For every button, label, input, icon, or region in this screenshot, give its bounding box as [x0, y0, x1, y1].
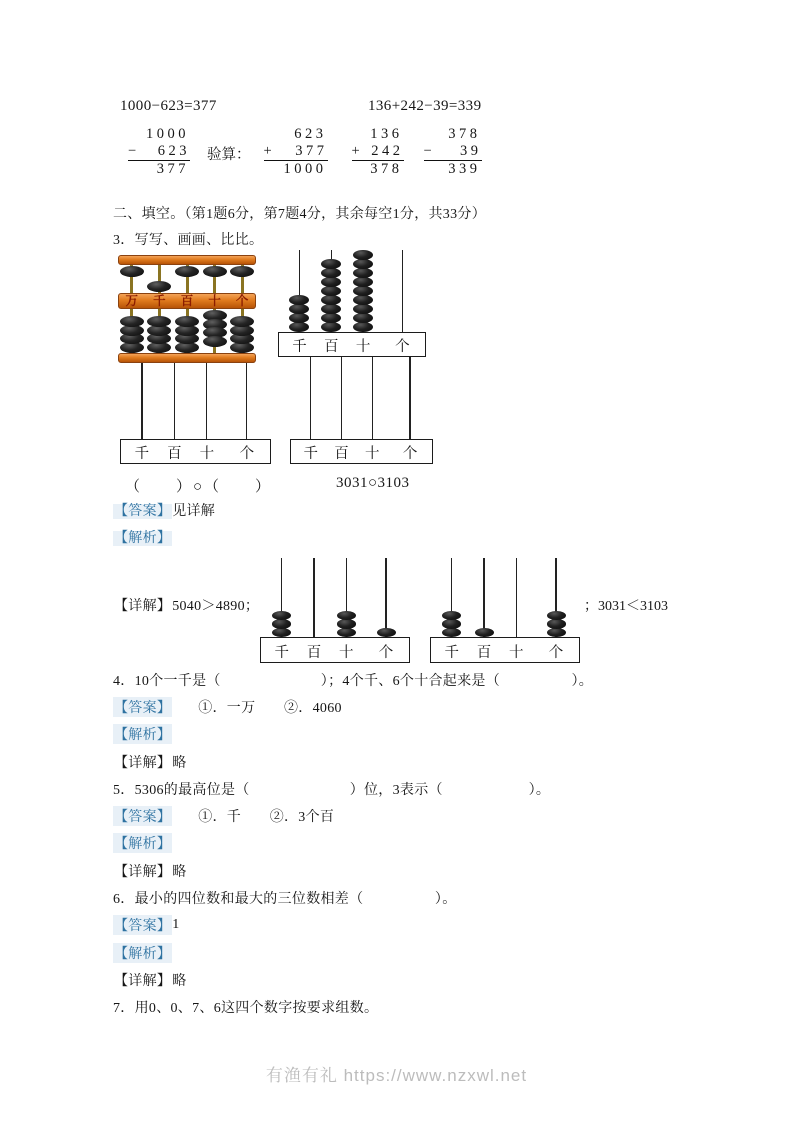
- qa-answer-line: [113, 966, 753, 993]
- equation-left: 1000−623=377: [120, 98, 217, 114]
- section-title: 二、填空。（第1题6分，第7题4分，其余每空1分，共33分）: [113, 207, 486, 222]
- detail-label: 【详解】: [114, 973, 172, 989]
- calc-row-top: 136: [370, 126, 403, 142]
- qa-line-text: 略: [172, 864, 187, 880]
- place-label: 百: [167, 446, 182, 462]
- place-label: 个: [378, 644, 394, 661]
- operator-sign: +: [263, 143, 272, 159]
- frame-bead: [321, 295, 341, 306]
- detail-label: 【详解】: [114, 755, 172, 771]
- frame-bead: [353, 322, 373, 333]
- operator-sign: −: [128, 143, 137, 159]
- empty-place-value-frame-left: [120, 363, 271, 464]
- abacus-top-bead: [175, 266, 199, 277]
- abacus-lower-bead: [175, 316, 199, 327]
- calc-row-top: 1000: [146, 126, 189, 142]
- abacus-lower-bead: [203, 336, 227, 347]
- frame-bead: [321, 313, 341, 324]
- qa-line-text: 5．5306的最高位是（ ）位，3表示（ ）。: [113, 782, 551, 798]
- place-label: 个: [395, 339, 410, 355]
- qa-answer-line: [113, 857, 753, 884]
- answer-label: 【答案】: [114, 504, 172, 519]
- calc-row-result: 378: [370, 161, 403, 177]
- qa-answer-line: [113, 748, 753, 775]
- operand-digits: 377: [295, 143, 328, 159]
- qa-line-text: ①．一万 ②．4060: [198, 700, 342, 716]
- analysis-label: 【解析】: [114, 531, 172, 546]
- abacus-beam-label: 百: [180, 294, 194, 308]
- calc-column-subtraction2: [424, 126, 482, 178]
- frame-bead: [442, 628, 461, 638]
- place-label: 个: [402, 446, 418, 462]
- qa-line-text: 4．10个一千是（ ）；4个千、6个十合起来是（ ）。: [113, 673, 594, 689]
- frame-bead: [337, 619, 356, 629]
- frame-bead: [337, 611, 356, 621]
- frame-bead: [289, 313, 309, 324]
- place-label: 十: [339, 644, 354, 661]
- abacus-beam-label: 个: [235, 294, 249, 308]
- calc-row-operand: [424, 143, 482, 161]
- analysis-row-q3: [113, 527, 172, 547]
- frame-rod: [141, 363, 142, 439]
- qa-question-line: [113, 994, 753, 1021]
- calc-row-operand: [352, 143, 404, 161]
- place-label: 十: [199, 446, 215, 462]
- frame-bead: [442, 619, 461, 629]
- calc-column-subtraction: [128, 126, 190, 178]
- frame-bead: [289, 322, 309, 333]
- frame-bead: [289, 304, 309, 315]
- calc-row-operand: [128, 143, 190, 161]
- place-label: 百: [306, 644, 322, 661]
- detail-label: 【详解】: [114, 864, 172, 880]
- detail-text-right: ；3031＜3103: [584, 599, 668, 614]
- qa-line-text: 1: [172, 917, 180, 933]
- frame-bead: [321, 304, 341, 315]
- comparison-blank: （ ）○（ ）: [125, 479, 273, 495]
- equation-right: 136+242−39=339: [368, 98, 482, 114]
- empty-place-value-frame-right: [290, 357, 433, 464]
- calc-row-result: 377: [156, 161, 189, 177]
- frame-bead: [442, 611, 461, 621]
- frame-bead: [321, 322, 341, 333]
- calc-row-result: 339: [448, 161, 481, 177]
- answer-row-q3: [113, 500, 215, 520]
- abacus-beam-label: 千: [153, 294, 166, 308]
- place-value-frame-4890: [278, 250, 426, 357]
- answer-analysis-label: 【解析】: [113, 943, 172, 963]
- abacus-bottom-bar: [118, 353, 256, 363]
- frame-bead: [547, 628, 566, 638]
- place-label: 个: [548, 644, 564, 661]
- frame-bead: [547, 611, 566, 621]
- frame-rod: [483, 558, 484, 637]
- frame-bead: [353, 286, 373, 297]
- qa-answer-line: [113, 693, 753, 720]
- qa-answer-line: [113, 721, 753, 748]
- detail-label: 【详解】: [114, 599, 172, 614]
- frame-bead: [377, 628, 396, 638]
- calc-row-result: 1000: [283, 161, 327, 177]
- vertical-calculations: [128, 126, 482, 178]
- place-label: 百: [324, 339, 339, 355]
- qa-answer-line: [113, 939, 753, 966]
- frame-rod: [174, 363, 175, 439]
- place-label: 十: [355, 339, 371, 355]
- place-label: 十: [364, 446, 380, 462]
- operator-sign: +: [351, 143, 360, 159]
- qa-question-line: [113, 666, 753, 693]
- abacus-lower-bead: [230, 316, 254, 327]
- qa-answer-line: [113, 830, 753, 857]
- calc-column-addition: [352, 126, 404, 178]
- frame-bead: [321, 277, 341, 288]
- frame-rod: [310, 357, 311, 439]
- place-label: 十: [509, 644, 524, 661]
- detail-row-q3-left: [113, 595, 259, 615]
- abacus-beam-label: 十: [208, 294, 221, 308]
- calc-row-top: 378: [448, 126, 481, 142]
- place-label: 百: [476, 644, 492, 661]
- frame-bead: [353, 268, 373, 279]
- frame-bead: [353, 259, 373, 270]
- abacus-beam-label: 万: [125, 294, 139, 308]
- place-label: 千: [292, 339, 307, 355]
- frame-rod: [402, 250, 403, 332]
- abacus-top-bead: [147, 281, 171, 292]
- qa-line-text: 略: [172, 973, 187, 989]
- frame-bead: [353, 250, 373, 261]
- frame-rod: [385, 558, 386, 637]
- question-3: 3．写写、画画、比比。: [113, 233, 264, 248]
- calc-row-operand: [264, 143, 328, 161]
- qa-answer-line: [113, 912, 753, 939]
- frame-rod: [409, 357, 410, 439]
- frame-bead: [353, 313, 373, 324]
- frame-bead: [353, 295, 373, 306]
- place-label: 百: [334, 446, 349, 462]
- place-label: 千: [444, 644, 459, 661]
- qa-line-text: 7．用0、0、7、6这四个数字按要求组数。: [113, 1001, 379, 1017]
- frame-bead: [272, 628, 291, 638]
- abacus-top-bead: [203, 266, 227, 277]
- comparison-3031-3103: 3031○3103: [336, 475, 410, 491]
- frame-bead: [475, 628, 494, 638]
- operand-digits: 623: [157, 143, 190, 159]
- detail-text-left: 5040＞4890；: [172, 599, 260, 614]
- answer-analysis-label: 【答案】: [113, 915, 172, 935]
- place-value-frame-3031: [260, 558, 410, 663]
- qa-answer-line: [113, 802, 753, 829]
- qa-line-text: ①．千 ②．3个百: [198, 810, 335, 826]
- calc-row-top: 623: [294, 126, 327, 142]
- qa-line-text: 6．最小的四位数和最大的三位数相差（ ）。: [113, 892, 457, 908]
- place-label: 千: [134, 446, 150, 462]
- qa-question-line: [113, 884, 753, 911]
- abacus-diagram: [118, 255, 256, 363]
- frame-bead: [272, 619, 291, 629]
- answer-analysis-label: 【答案】: [113, 697, 172, 717]
- qa-question-line: [113, 775, 753, 802]
- frame-bead: [272, 611, 291, 621]
- frame-bead: [547, 619, 566, 629]
- frame-bead: [337, 628, 356, 638]
- frame-bead: [289, 295, 309, 306]
- frame-bead: [321, 268, 341, 279]
- operand-digits: 242: [371, 143, 404, 159]
- footer-watermark: 有渔有礼 https://www.nzxwl.net: [265, 1066, 528, 1085]
- frame-rod: [341, 357, 342, 439]
- frame-rod: [313, 558, 314, 637]
- abacus-top-bead: [120, 266, 144, 277]
- place-label: 千: [303, 446, 318, 462]
- answer-analysis-label: 【解析】: [113, 724, 172, 744]
- qa-section: [113, 666, 753, 1021]
- frame-rod: [372, 357, 373, 439]
- check-label: 验算：: [207, 147, 251, 163]
- calc-column-check: [264, 126, 328, 178]
- operator-sign: −: [423, 143, 432, 159]
- frame-bead: [353, 304, 373, 315]
- qa-line-text: 略: [172, 755, 187, 771]
- frame-bead: [353, 277, 373, 288]
- answer-text: 见详解: [172, 504, 216, 519]
- answer-analysis-label: 【解析】: [113, 833, 172, 853]
- abacus-lower-bead: [147, 316, 171, 327]
- operand-digits: 39: [460, 143, 482, 159]
- abacus-top-bead: [230, 266, 254, 277]
- frame-rod: [206, 363, 207, 439]
- frame-bead: [321, 259, 341, 270]
- frame-bead: [321, 286, 341, 297]
- abacus-top-bar: [118, 255, 256, 265]
- place-value-frame-3103: [430, 558, 580, 663]
- frame-rod: [516, 558, 517, 637]
- place-label: 个: [239, 446, 255, 462]
- answer-analysis-label: 【答案】: [113, 806, 172, 826]
- place-label: 千: [274, 644, 289, 661]
- frame-rod: [246, 363, 247, 439]
